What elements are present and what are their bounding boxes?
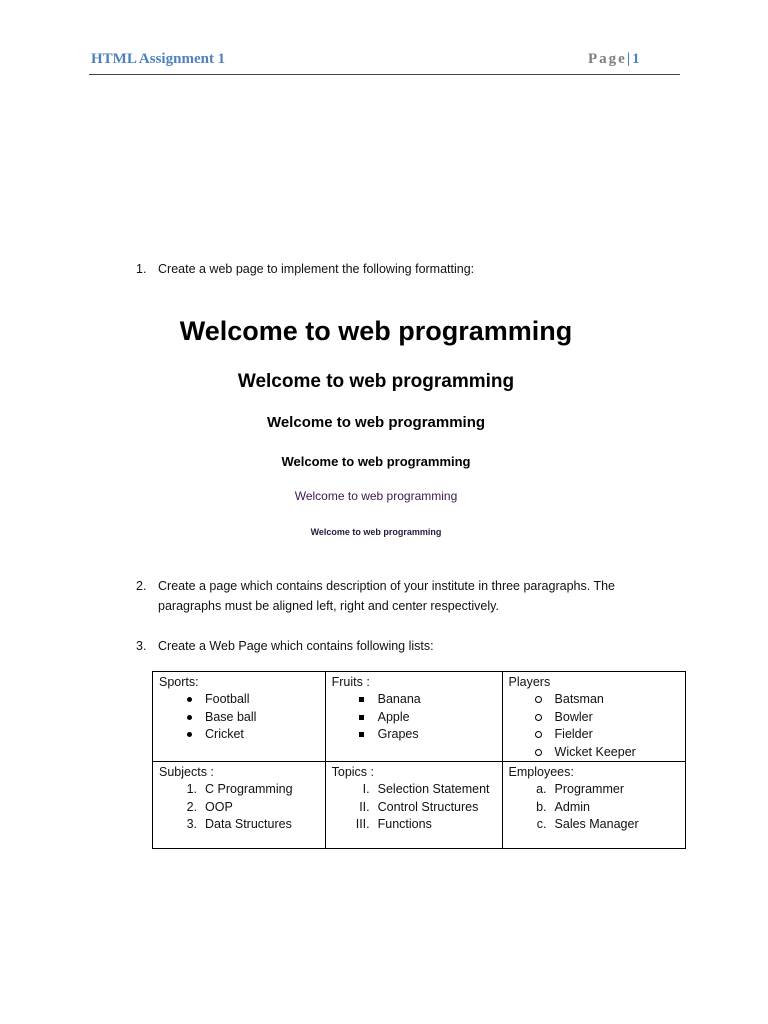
- heading-sample-1: Welcome to web programming: [179, 316, 573, 346]
- bullet-circle-icon: [529, 744, 549, 762]
- question-text: Create a web page to implement the following formatting:: [158, 262, 475, 276]
- list-marker: I.: [362, 782, 370, 796]
- fruits-cell: [325, 672, 502, 762]
- page-number: 1: [632, 51, 640, 67]
- heading-sample-4: Welcome to web programming: [281, 454, 471, 469]
- list-marker: III.: [355, 817, 370, 831]
- bullet-disc-icon: [179, 726, 199, 744]
- lists-table: [152, 671, 686, 849]
- cell-title: Sports:: [159, 675, 199, 689]
- table-row: [153, 762, 686, 849]
- list-marker: 2.: [186, 799, 197, 814]
- list-item: 1. C Programming: [159, 781, 319, 799]
- sports-cell: [153, 672, 326, 762]
- list-item: Football: [159, 691, 319, 709]
- question-text: Create a Web Page which contains following lists:: [158, 639, 434, 653]
- question-number: 3.: [136, 639, 147, 653]
- page-label: Page: [588, 51, 627, 67]
- bullet-square-icon: [352, 709, 372, 727]
- list-item: 3. Data Structures: [159, 816, 319, 834]
- list-item: 2. OOP: [159, 799, 319, 817]
- bullet-circle-icon: [529, 726, 549, 744]
- bullet-disc-icon: [179, 691, 199, 709]
- header-rule: [89, 74, 680, 75]
- heading-sample-2: Welcome to web programming: [237, 371, 515, 392]
- list-item: Grapes: [332, 726, 496, 744]
- document-header-title: HTML Assignment 1: [91, 51, 226, 67]
- list-item: b. Admin: [509, 799, 679, 817]
- list-item: Bowler: [509, 709, 679, 727]
- list-item: II. Control Structures: [332, 799, 496, 817]
- bullet-circle-icon: [529, 709, 549, 727]
- cell-title: Subjects :: [159, 765, 214, 779]
- question-text-line-1: Create a page which contains description of your institute in three paragraphs. The: [158, 579, 615, 593]
- employees-cell: [502, 762, 685, 849]
- list-item: a. Programmer: [509, 781, 679, 799]
- list-item: I. Selection Statement: [332, 781, 496, 799]
- cell-title: Topics :: [331, 765, 375, 779]
- list-item: Cricket: [159, 726, 319, 744]
- page-number-label: [588, 51, 640, 68]
- question-number: 1.: [136, 262, 147, 276]
- list-item: Base ball: [159, 709, 319, 727]
- bullet-circle-icon: [529, 691, 549, 709]
- heading-sample-5: Welcome to web programming: [294, 489, 458, 503]
- bullet-disc-icon: [179, 709, 199, 727]
- table-row: [153, 672, 686, 762]
- list-item: c. Sales Manager: [509, 816, 679, 834]
- list-item: III. Functions: [332, 816, 496, 834]
- list-marker: II.: [359, 799, 370, 814]
- list-marker: a.: [536, 782, 547, 796]
- list-item: Batsman: [509, 691, 679, 709]
- page-separator: |: [626, 51, 631, 67]
- list-item: Fielder: [509, 726, 679, 744]
- list-marker: 1.: [186, 782, 197, 796]
- list-marker: 3.: [186, 817, 197, 831]
- cell-title: Employees:: [508, 765, 574, 779]
- topics-cell: [325, 762, 502, 849]
- list-item: Wicket Keeper: [509, 744, 679, 762]
- cell-title: Fruits :: [331, 675, 370, 689]
- subjects-cell: [153, 762, 326, 849]
- list-item: Banana: [332, 691, 496, 709]
- cell-title: Players: [508, 675, 551, 689]
- question-text-line-2: paragraphs must be aligned left, right and center respectively.: [158, 599, 499, 613]
- heading-sample-3: Welcome to web programming: [266, 414, 486, 431]
- bullet-square-icon: [352, 726, 372, 744]
- players-cell: [502, 672, 685, 762]
- bullet-square-icon: [352, 691, 372, 709]
- question-number: 2.: [136, 579, 147, 593]
- list-item: Apple: [332, 709, 496, 727]
- list-marker: c.: [536, 817, 547, 831]
- heading-sample-6: Welcome to web programming: [310, 527, 442, 537]
- list-marker: b.: [536, 799, 547, 814]
